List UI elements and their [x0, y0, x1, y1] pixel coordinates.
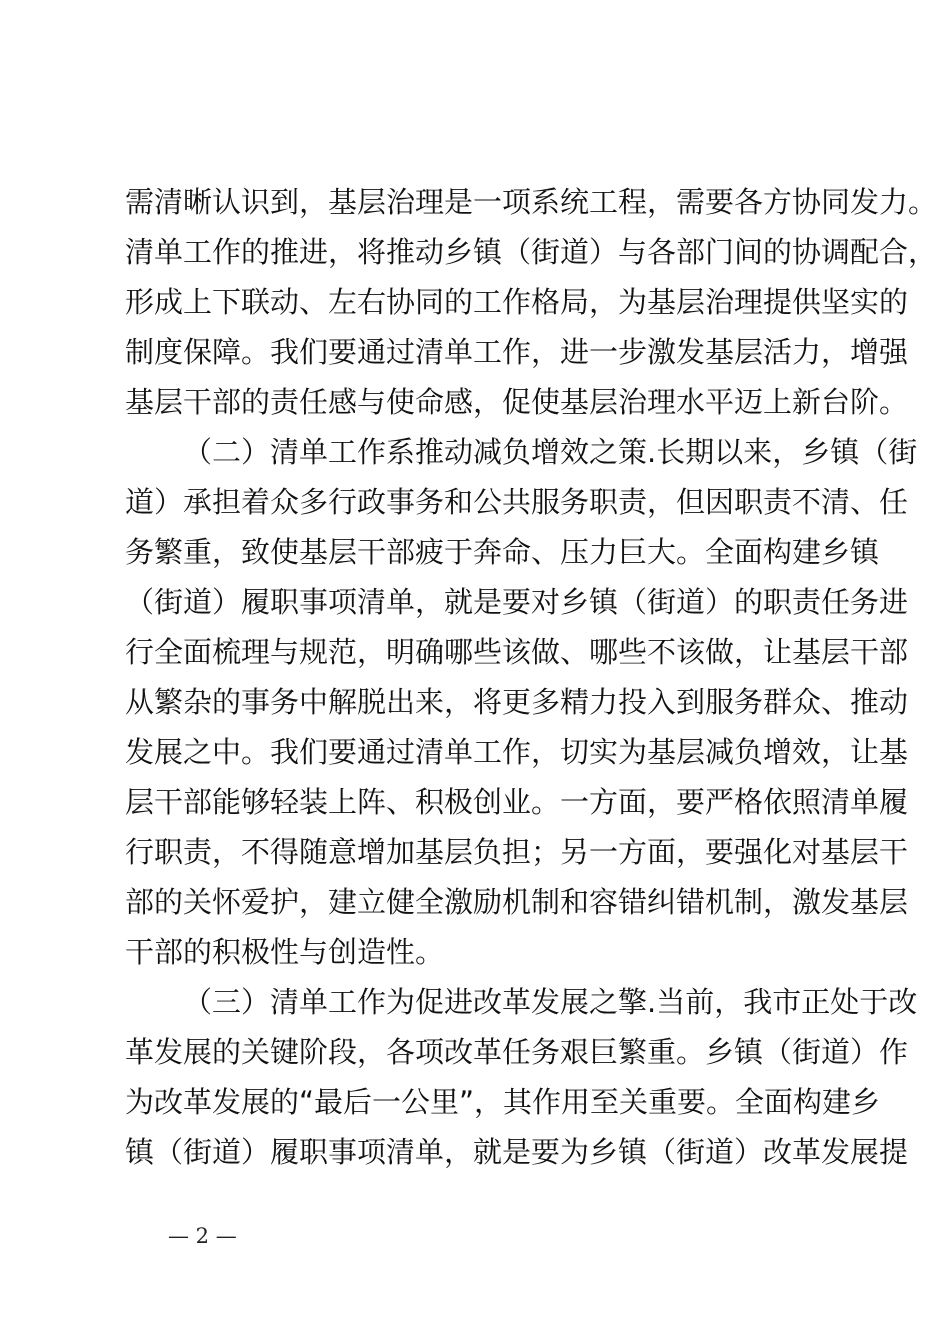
text-line: 道）承担着众多行政事务和公共服务职责，但因职责不清、任 — [125, 485, 909, 519]
page-number: — 2 — — [168, 1224, 237, 1248]
text-line: 形成上下联动、左右协同的工作格局，为基层治理提供坚实的 — [125, 285, 909, 319]
text-line: 部的关怀爱护，建立健全激励机制和容错纠错机制，激发基层 — [125, 885, 909, 919]
text-line: 为改革发展的“最后一公里”，其作用至关重要。全面构建乡 — [125, 1085, 881, 1119]
text-line: 发展之中。我们要通过清单工作，切实为基层减负增效，让基 — [125, 735, 909, 769]
text-line: 基层干部的责任感与使命感，促使基层治理水平迈上新台阶。 — [125, 385, 909, 419]
text-line: 层干部能够轻装上阵、积极创业。一方面，要严格依照清单履 — [125, 785, 909, 819]
paragraph-heading-line: （三）清单工作为促进改革发展之擎.当前，我市正处于改 — [183, 985, 918, 1019]
text-line: 务繁重，致使基层干部疲于奔命、压力巨大。全面构建乡镇 — [125, 535, 880, 569]
text-line: 需清晰认识到，基层治理是一项系统工程，需要各方协同发力。 — [125, 185, 938, 219]
text-line: 行全面梳理与规范，明确哪些该做、哪些不该做，让基层干部 — [125, 635, 909, 669]
text-line: 镇（街道）履职事项清单，就是要为乡镇（街道）改革发展提 — [125, 1135, 909, 1169]
text-line: 干部的积极性与创造性。 — [125, 935, 445, 969]
body-text — [125, 177, 938, 1177]
text-line: 革发展的关键阶段，各项改革任务艰巨繁重。乡镇（街道）作 — [125, 1035, 909, 1069]
text-line: 清单工作的推进，将推动乡镇（街道）与各部门间的协调配合， — [125, 235, 938, 269]
text-line: 制度保障。我们要通过清单工作，进一步激发基层活力，增强 — [125, 335, 909, 369]
text-line: （街道）履职事项清单，就是要对乡镇（街道）的职责任务进 — [125, 585, 909, 619]
text-line: 行职责，不得随意增加基层负担；另一方面，要强化对基层干 — [125, 835, 909, 869]
text-line: 从繁杂的事务中解脱出来，将更多精力投入到服务群众、推动 — [125, 685, 909, 719]
paragraph-heading-line: （二）清单工作系推动减负增效之策.长期以来，乡镇（街 — [183, 435, 918, 469]
